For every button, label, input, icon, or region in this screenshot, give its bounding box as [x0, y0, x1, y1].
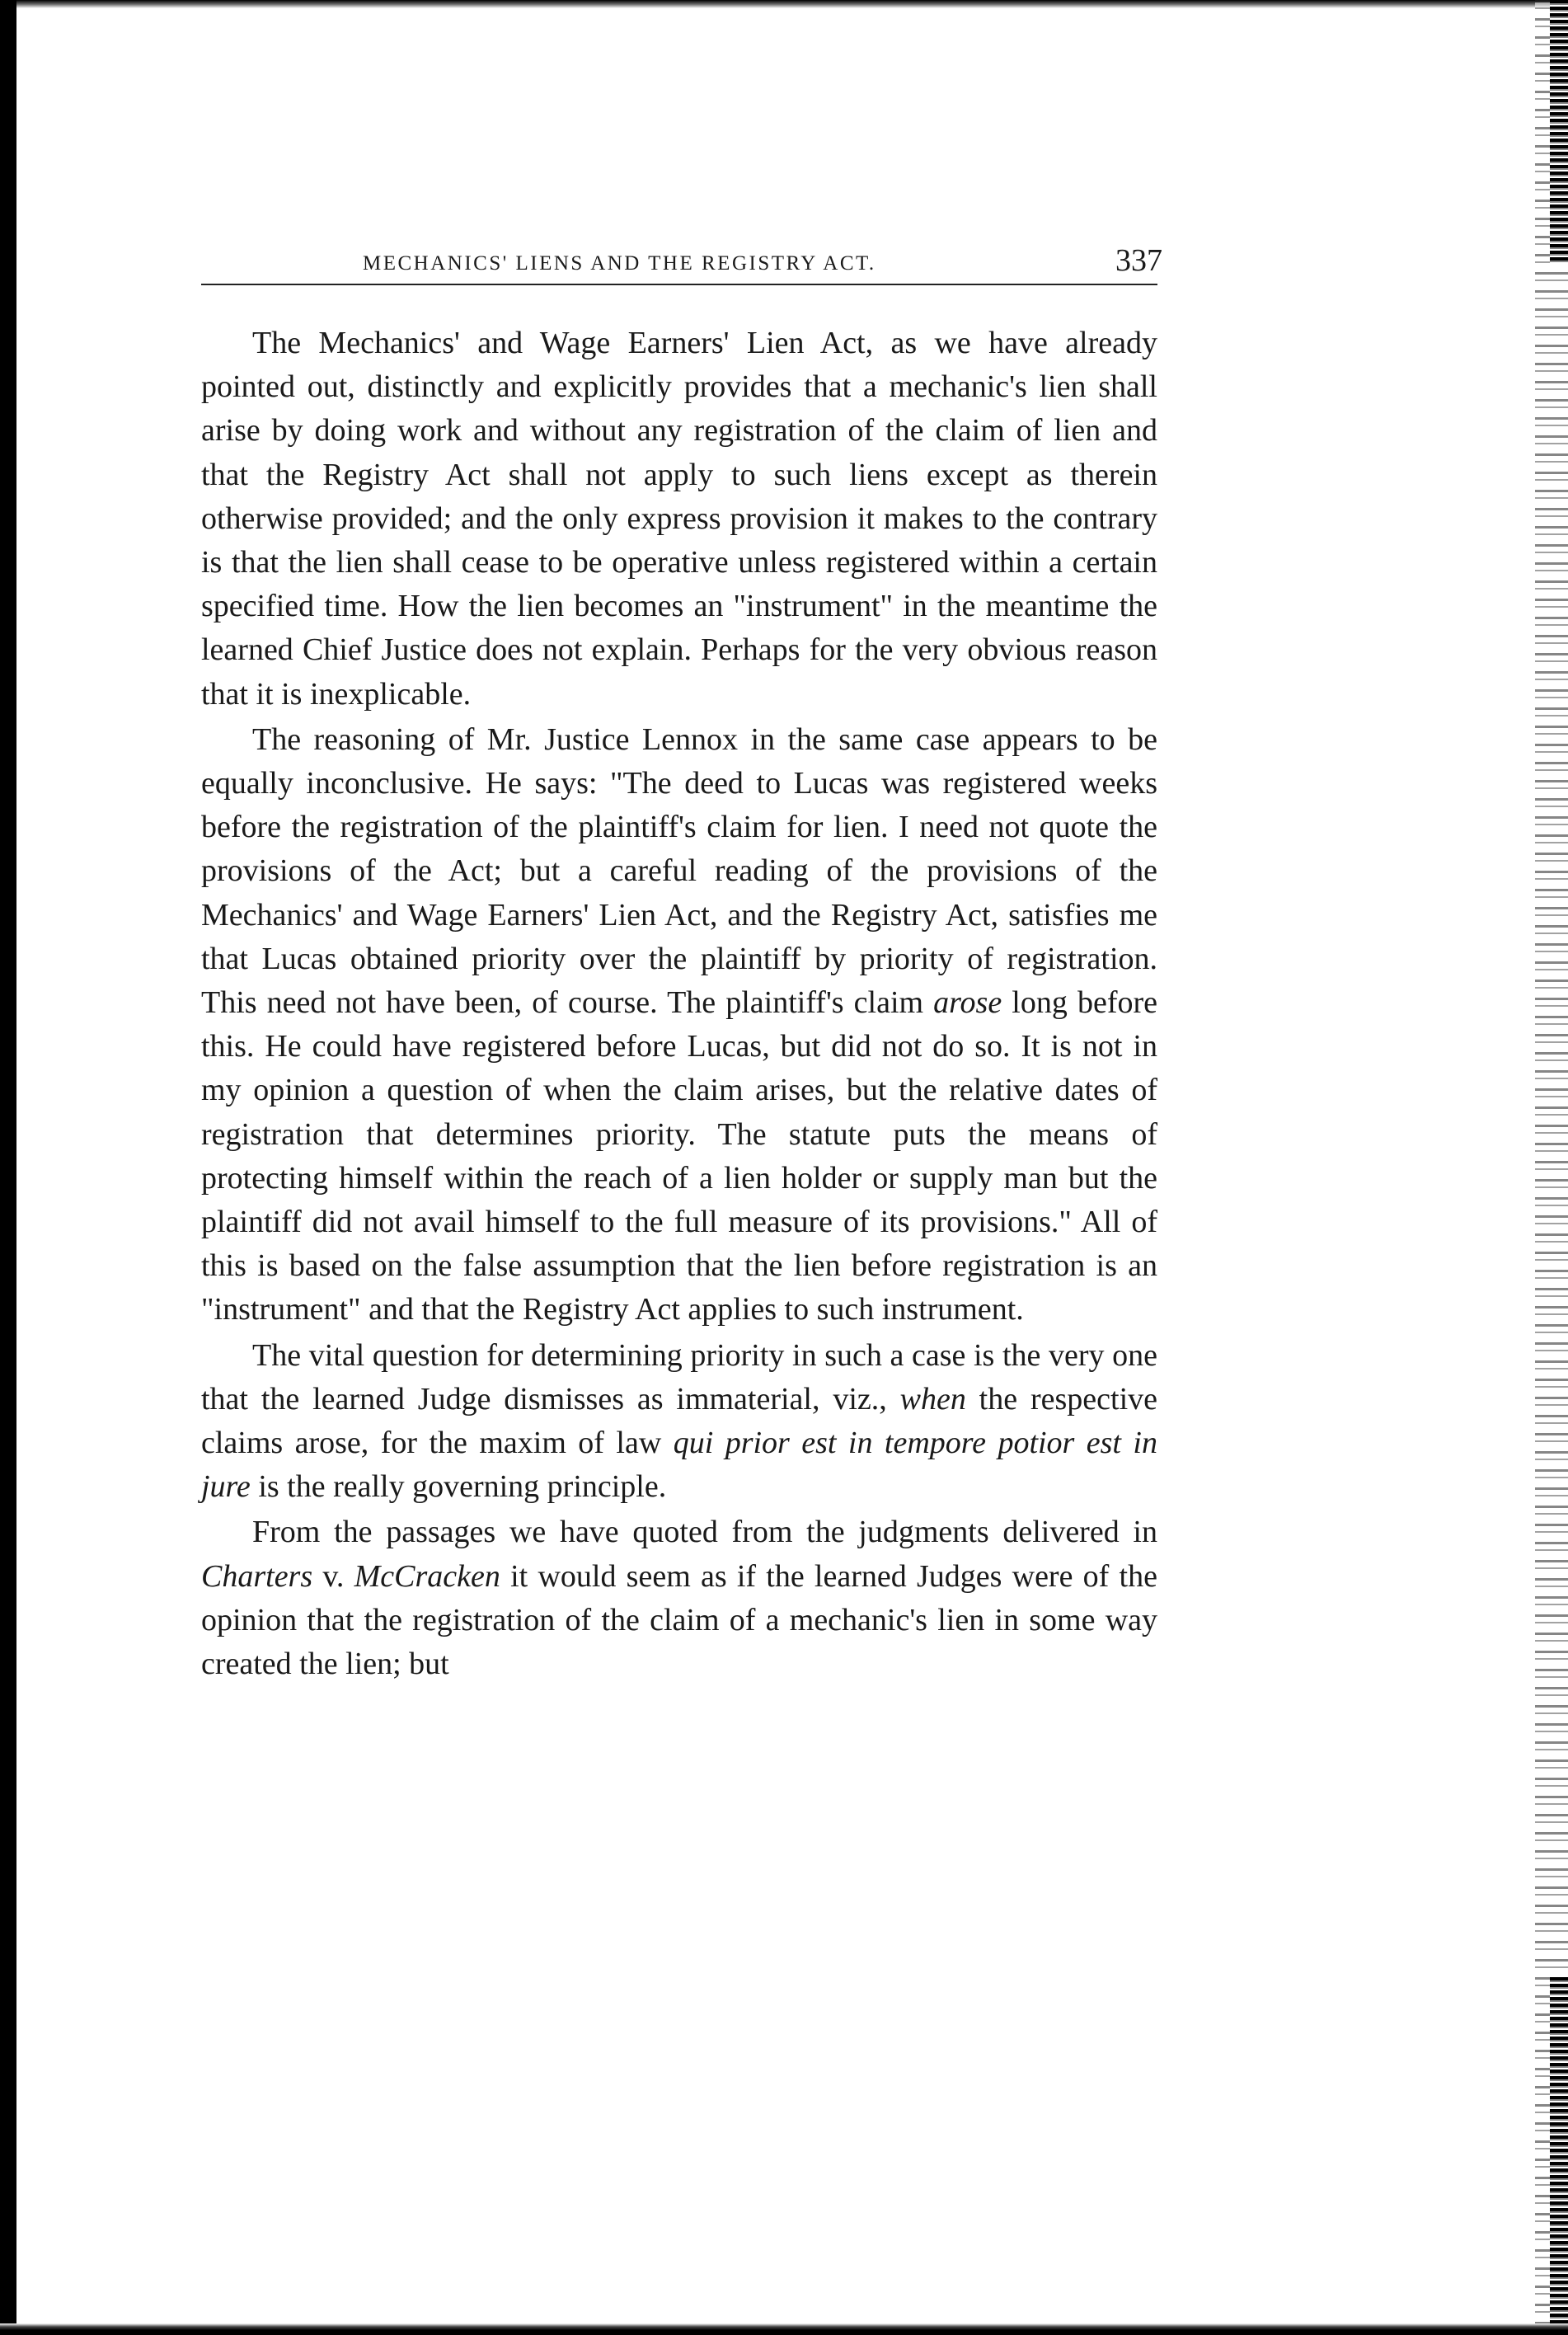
paragraph-1: [201, 322, 1157, 716]
paragraph-4: [201, 1510, 1157, 1686]
paragraph-text: The Mechanics' and Wage Earners' Lien Act, as we have already pointed out, distinctly and explicitly provides that a mechanic's lien shall arise by doing work and without any registration of the claim of lien and that the Registry Act shall not apply to such liens except as therein otherwise provided; and the only express provision it makes to the contrary is that the lien shall cease to be operative unless registered within a certain specified time. How the lien becomes an "instrument" in the meantime the learned Chief Justice does not explain. Perhaps for the very obvious reason that it is inexplicable.: [201, 326, 1157, 712]
scan-edge-top: [0, 0, 1568, 8]
book-page: [201, 234, 1162, 1686]
latin-maxim: qui prior est in tempore potior est in jure: [201, 1426, 1157, 1505]
running-head: [201, 234, 1162, 285]
scan-edge-right-top-noise: [1550, 0, 1568, 264]
paragraph-text: it would seem as if the learned Judges were of the opinion that the registration of the claim of a mechanic's lien in some way created the lien; but: [201, 1558, 1157, 1682]
case-name-charters: Charters: [201, 1558, 313, 1594]
paragraph-text: the respective claims arose, for the maxim of law: [201, 1381, 1157, 1461]
case-name-mccracken: McCracken: [354, 1558, 500, 1594]
page-body: [201, 322, 1157, 1686]
italic-text: when: [899, 1381, 966, 1417]
scan-edge-right-bottom-noise: [1550, 1977, 1568, 2323]
scan-edge-left: [0, 0, 16, 2335]
paragraph-text: v.: [312, 1558, 354, 1594]
paragraph-text: The vital question for determining priority in such a case is the very one that the learned Judge dismisses as immaterial, viz.,: [201, 1337, 1157, 1417]
italic-text: arose: [933, 985, 1002, 1021]
paragraph-text: From the passages we have quoted from the judgments delivered in: [252, 1515, 1157, 1550]
running-title: MECHANICS' LIENS AND THE REGISTRY ACT.: [363, 252, 876, 275]
scan-edge-bottom: [0, 2323, 1568, 2335]
paragraph-2: [201, 718, 1157, 1332]
paragraph-text: long before this. He could have registered before Lucas, but did not do so. It is not in my opinion a question of when the claim arises, but the relative dates of registration that determines priority. The statute puts the means of protecting himself within the reach of a lien holder or supply man but the plaintiff did not avail himself to the full measure of its provisions." All of this is based on the false assumption that the lien before registration is an "instrument" and that the Registry Act applies to such instrument.: [201, 985, 1157, 1327]
paragraph-text: is the really governing principle.: [250, 1469, 667, 1505]
page-number: 337: [1115, 243, 1162, 278]
paragraph-3: [201, 1334, 1157, 1510]
paragraph-text: The reasoning of Mr. Justice Lennox in the same case appears to be equally inconclusive. He says: "The deed to Lucas was registered weeks before the registration of the plaintiff's claim for lien. I need not quote the provisions of the Act; but a careful reading of the provisions of the Mechanics' and Wage Earners' Lien Act, and the Registry Act, satisfies me that Lucas obtained priority over the plaintiff by priority of registration. This need not have been, of course. The plaintiff's claim: [201, 721, 1157, 1021]
